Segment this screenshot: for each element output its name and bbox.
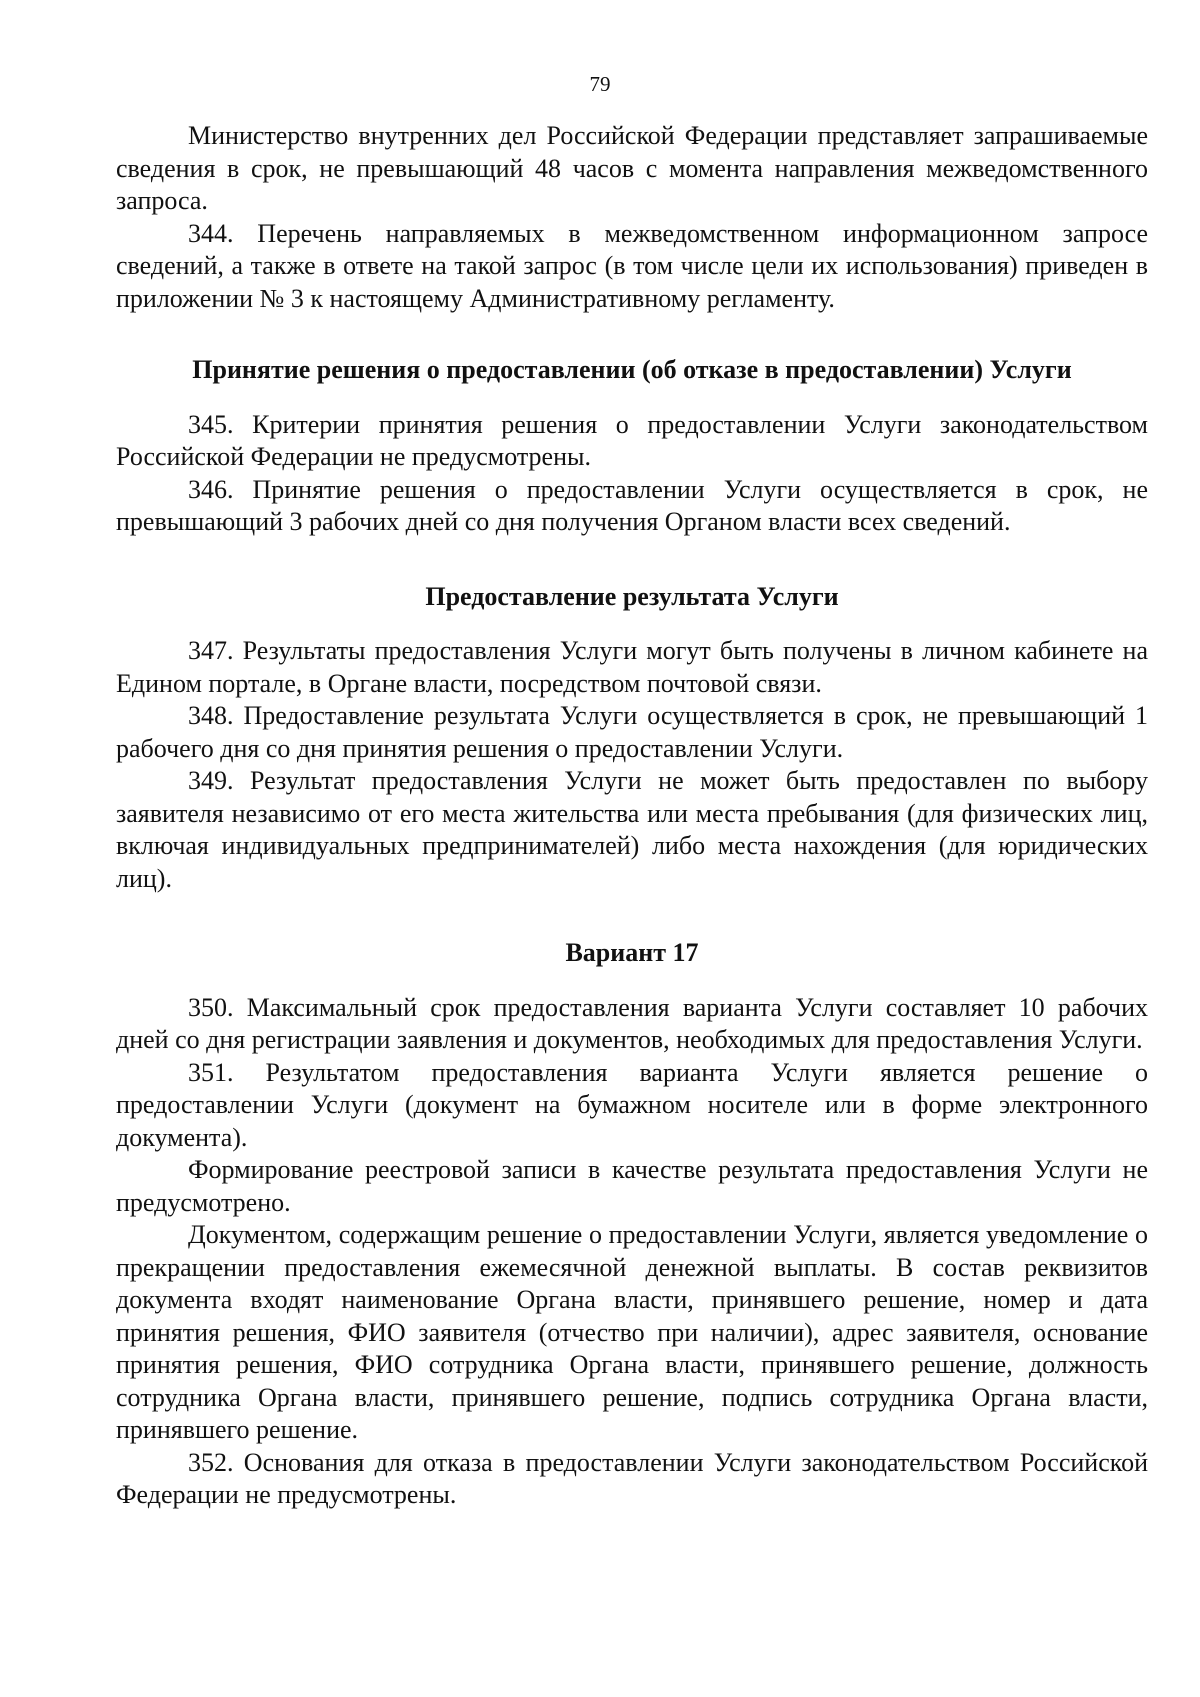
paragraph-351: 351. Результатом предоставления варианта Услуги является решение о предоставлении Услуги (документ на бумажном носителе или в форме электронного документа). xyxy=(116,1057,1148,1152)
paragraph-344: 344. Перечень направляемых в межведомственном информационном запросе сведений, а также в ответе на такой запрос (в том числе цели их использования) приведен в приложении № 3 к настоящему Административному регламенту. xyxy=(116,218,1148,313)
section-heading-decision: Принятие решения о предоставлении (об отказе в предоставлении) Услуги xyxy=(192,355,1072,384)
paragraph-347: 347. Результаты предоставления Услуги могут быть получены в личном кабинете на Едином портале, в Органе власти, посредством почтовой связи. xyxy=(116,636,1148,698)
paragraph-345: 345. Критерии принятия решения о предоставлении Услуги законодательством Российской Федерации не предусмотрены. xyxy=(116,409,1148,471)
paragraph-352: 352. Основания для отказа в предоставлении Услуги законодательством Российской Федерации не предусмотрены. xyxy=(116,1447,1148,1509)
paragraph-349: 349. Результат предоставления Услуги не может быть предоставлен по выбору заявителя независимо от его места жительства или места пребывания (для физических лиц, включая индивидуальных предпринимателей) либо места нахождения (для юридических лиц). xyxy=(116,766,1148,893)
paragraph-346: 346. Принятие решения о предоставлении Услуги осуществляется в срок, не превышающий 3 рабочих дней со дня получения Органом власти всех сведений. xyxy=(116,474,1148,536)
paragraph-decision-document: Документом, содержащим решение о предоставлении Услуги, является уведомление о прекращении предоставления ежемесячной денежной выплаты. В состав реквизитов документа входят наименование Органа власти, принявшего решение, номер и дата принятия решения, ФИО заявителя (отчество при наличии), адрес заявителя, основание принятия решения, ФИО сотрудника Органа власти, принявшего решение, должность сотрудника Органа власти, принявшего решение, подпись сотрудника Органа власти, принявшего решение. xyxy=(116,1220,1148,1444)
paragraph-350: 350. Максимальный срок предоставления варианта Услуги составляет 10 рабочих дней со дня регистрации заявления и документов, необходимых для предоставления Услуги. xyxy=(116,992,1148,1054)
paragraph-348: 348. Предоставление результата Услуги осуществляется в срок, не превышающий 1 рабочего дня со дня принятия решения о предоставлении Услуги. xyxy=(116,701,1148,763)
paragraph-mvd-response: Министерство внутренних дел Российской Федерации представляет запрашиваемые сведения в срок, не превышающий 48 часов с момента направления межведомственного запроса. xyxy=(116,121,1148,215)
paragraph-registry-record: Формирование реестровой записи в качестве результата предоставления Услуги не предусмотрено. xyxy=(116,1155,1148,1217)
page-number: 79 xyxy=(589,72,611,96)
document-body xyxy=(116,120,1148,1512)
section-heading-result: Предоставление результата Услуги xyxy=(425,581,839,611)
section-heading-variant-17: Вариант 17 xyxy=(565,938,699,967)
